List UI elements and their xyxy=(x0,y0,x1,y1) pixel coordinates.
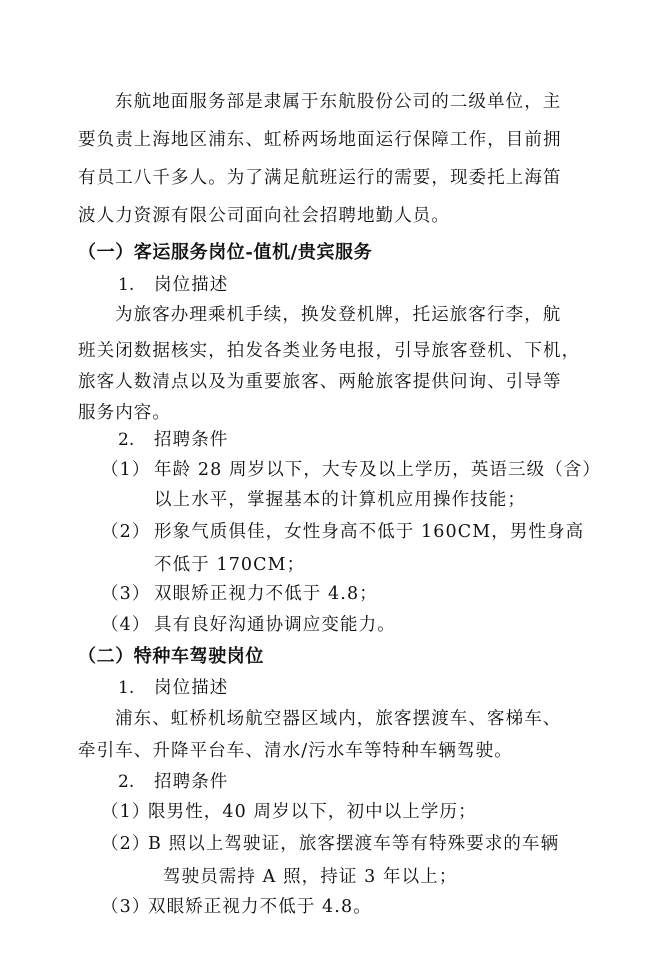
section-1-description-line-3: 旅客人数清点以及为重要旅客、两舱旅客提供问询、引导等 xyxy=(78,372,562,392)
section-1-description-number: 1. xyxy=(118,275,135,295)
section-2-description-label: 岗位描述 xyxy=(154,678,229,698)
section-2-item-2-line-1: B 照以上驾驶证，旅客摆渡车等有特殊要求的车辆 xyxy=(148,834,560,854)
section-2-title: （二）特种车驾驶岗位 xyxy=(78,646,264,667)
section-1-title: （一）客运服务岗位-值机/贵宾服务 xyxy=(78,242,373,263)
section-2-requirements-number: 2. xyxy=(118,772,135,792)
section-2-description-number: 1. xyxy=(118,678,135,698)
section-1-item-4-marker: （4） xyxy=(101,615,151,635)
section-2-item-1-line-1: 限男性，40 周岁以下，初中以上学历； xyxy=(148,802,477,822)
section-1-item-3-marker: （3） xyxy=(101,584,151,604)
section-1-item-1-line-1: 年龄 28 周岁以下，大专及以上学历，英语三级（含） xyxy=(154,460,601,480)
section-1-description-line-1: 为旅客办理乘机手续，换发登机牌，托运旅客行李，航 xyxy=(115,305,562,325)
section-1-item-4-line-1: 具有良好沟通协调应变能力。 xyxy=(154,615,396,635)
section-2-item-2-marker: （2） xyxy=(101,834,151,854)
section-1-item-2-line-1: 形象气质俱佳，女性身高不低于 160CM，男性身高 xyxy=(154,522,585,542)
section-1-description-line-4: 服务内容。 xyxy=(78,403,171,423)
intro-line-3: 有员工八千多人。为了满足航班运行的需要，现委托上海笛 xyxy=(78,168,562,188)
intro-line-1: 东航地面服务部是隶属于东航股份公司的二级单位，主 xyxy=(115,92,562,112)
intro-line-4: 波人力资源有限公司面向社会招聘地勤人员。 xyxy=(78,206,450,226)
section-1-item-2-marker: （2） xyxy=(101,522,151,542)
section-2-description-line-2: 牵引车、升降平台车、清水/污水车等特种车辆驾驶。 xyxy=(78,741,513,761)
intro-line-2: 要负责上海地区浦东、虹桥两场地面运行保障工作，目前拥 xyxy=(78,130,562,150)
section-1-item-2-line-2: 不低于 170CM； xyxy=(154,555,306,575)
section-1-item-3-line-1: 双眼矫正视力不低于 4.8； xyxy=(154,584,378,604)
section-2-item-3-line-1: 双眼矫正视力不低于 4.8。 xyxy=(148,897,372,917)
section-1-description-line-2: 班关闭数据核实，拍发各类业务电报，引导旅客登机、下机， xyxy=(78,341,581,361)
section-2-item-2-line-2: 驾驶员需持 A 照，持证 3 年以上； xyxy=(163,867,458,887)
section-1-requirements-label: 招聘条件 xyxy=(154,430,229,450)
section-2-item-1-marker: （1） xyxy=(101,802,151,822)
section-1-item-1-line-2: 以上水平，掌握基本的计算机应用操作技能； xyxy=(154,490,526,510)
section-2-requirements-label: 招聘条件 xyxy=(154,772,229,792)
section-1-item-1-marker: （1） xyxy=(101,460,151,480)
section-1-description-label: 岗位描述 xyxy=(154,275,229,295)
section-2-item-3-marker: （3） xyxy=(101,897,151,917)
section-2-description-line-1: 浦东、虹桥机场航空器区域内，旅客摆渡车、客梯车、 xyxy=(115,709,562,729)
section-1-requirements-number: 2. xyxy=(118,430,135,450)
